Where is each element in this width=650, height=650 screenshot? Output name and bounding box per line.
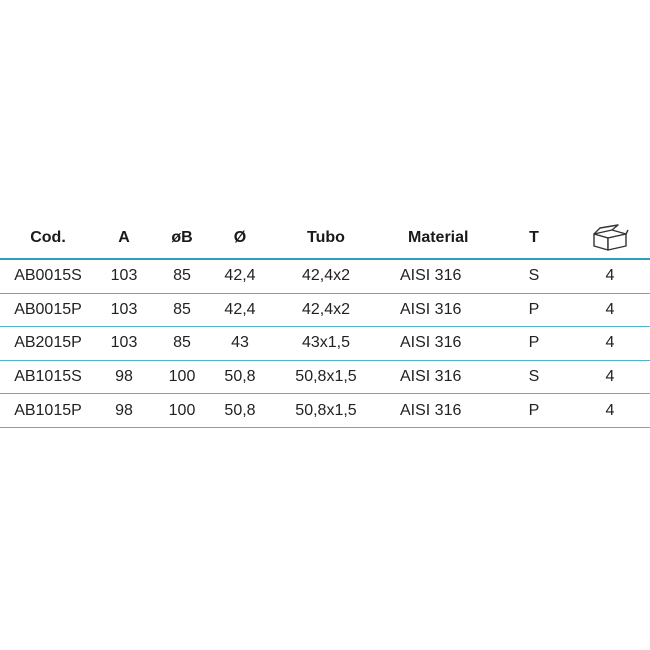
cell-qty: 4 [605, 401, 615, 419]
table-header-row [0, 218, 650, 260]
cell-material: AISI 316 [400, 368, 462, 386]
spec-table [0, 218, 650, 428]
cell-t: S [528, 267, 540, 285]
header-tubo: Tubo [307, 229, 345, 246]
cell-ob: 85 [173, 300, 191, 318]
table-row [0, 327, 650, 361]
cell-material: AISI 316 [400, 300, 462, 318]
cell-ob: 100 [168, 368, 196, 386]
cell-o: 42,4 [224, 267, 256, 285]
cell-o: 42,4 [224, 300, 256, 318]
cell-cod: AB1015P [14, 401, 82, 419]
cell-cod: AB1015S [14, 368, 82, 386]
cell-tubo: 42,4x2 [301, 300, 351, 318]
header-ob: øB [171, 229, 193, 246]
table-row [0, 294, 650, 328]
cell-a: 98 [115, 368, 133, 386]
header-t: T [529, 229, 539, 246]
cell-cod: AB2015P [14, 334, 82, 352]
cell-qty: 4 [605, 368, 615, 386]
cell-a: 103 [110, 334, 138, 352]
cell-tubo: 43x1,5 [301, 334, 351, 352]
header-material: Material [408, 229, 469, 246]
cell-o: 50,8 [224, 368, 256, 386]
cell-qty: 4 [605, 300, 615, 318]
cell-qty: 4 [605, 267, 615, 285]
cell-t: S [528, 368, 540, 386]
table-row [0, 394, 650, 428]
cell-cod: AB0015P [14, 300, 82, 318]
cell-material: AISI 316 [400, 267, 462, 285]
cell-ob: 100 [168, 401, 196, 419]
cell-t: P [528, 334, 540, 352]
cell-a: 103 [110, 300, 138, 318]
cell-material: AISI 316 [400, 401, 462, 419]
cell-tubo: 50,8x1,5 [295, 368, 357, 386]
cell-t: P [528, 401, 540, 419]
cell-material: AISI 316 [400, 334, 462, 352]
header-o: Ø [233, 229, 247, 246]
cell-t: P [528, 300, 540, 318]
table-row [0, 361, 650, 395]
cell-cod: AB0015S [14, 267, 82, 285]
header-cod: Cod. [30, 229, 66, 246]
cell-o: 50,8 [224, 401, 256, 419]
cell-ob: 85 [173, 267, 191, 285]
table-body [0, 260, 650, 428]
cell-qty: 4 [605, 334, 615, 352]
cell-o: 43 [231, 334, 249, 352]
header-a: A [118, 229, 130, 246]
cell-a: 98 [115, 401, 133, 419]
cell-ob: 85 [173, 334, 191, 352]
cell-a: 103 [110, 267, 138, 285]
package-box-icon [588, 218, 632, 258]
cell-tubo: 42,4x2 [301, 267, 351, 285]
cell-tubo: 50,8x1,5 [295, 401, 357, 419]
table-row [0, 260, 650, 294]
